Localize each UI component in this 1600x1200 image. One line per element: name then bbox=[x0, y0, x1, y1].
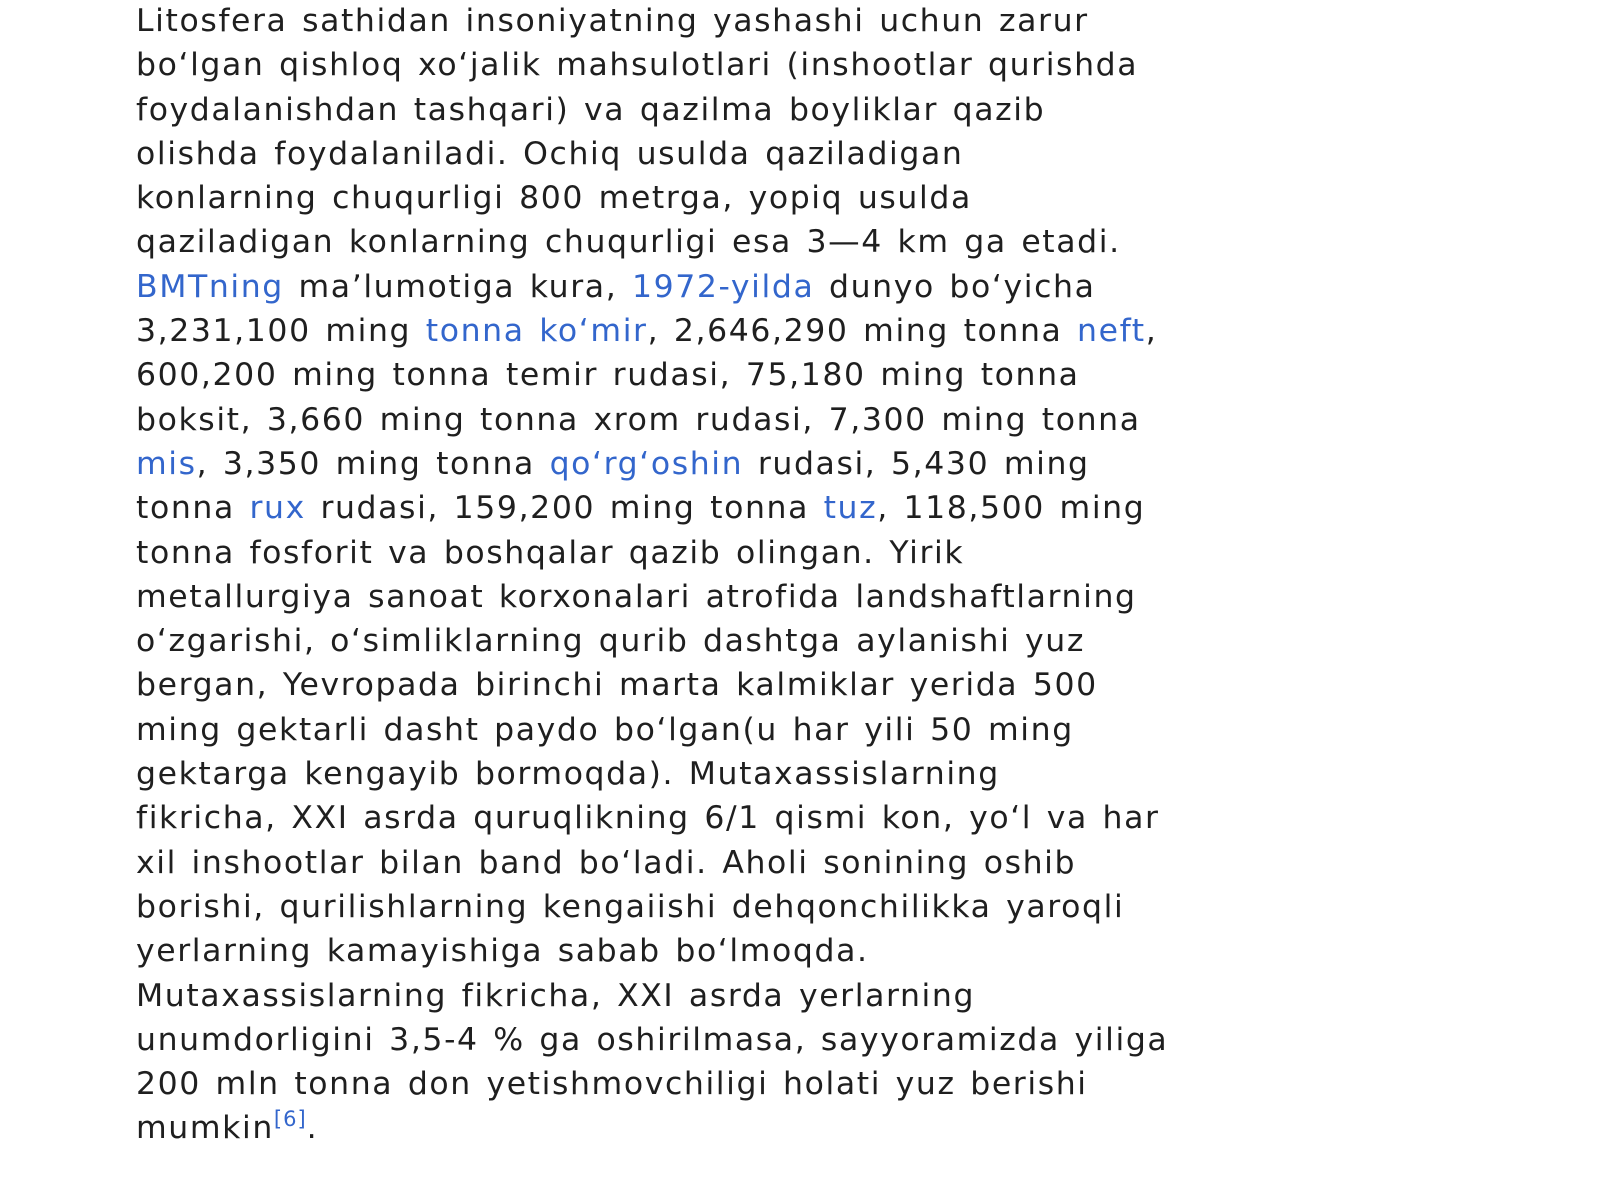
text-line: bo‘lgan qishloq xo‘jalik mahsulotlari (inshootlar qurishda bbox=[136, 47, 1139, 84]
text-span: , 2,646,290 ming tonna bbox=[647, 313, 1078, 350]
text-line: fikricha, XXI asrda quruqlikning 6/1 qismi kon, yo‘l va har bbox=[136, 800, 1160, 837]
text-span: dunyo bo‘yicha bbox=[814, 268, 1096, 305]
text-span: . bbox=[306, 1110, 319, 1147]
link-mis[interactable]: mis bbox=[136, 445, 197, 482]
link-rux[interactable]: rux bbox=[249, 490, 306, 527]
text-line: tonna fosforit va boshqalar qazib olingan. Yirik bbox=[136, 534, 965, 571]
text-line: 600,200 ming tonna temir rudasi, 75,180 ming tonna bbox=[136, 357, 1080, 394]
text-line: konlarning chuqurligi 800 metrga, yopiq usulda bbox=[136, 180, 972, 217]
text-span: , bbox=[1145, 313, 1158, 350]
text-line: qaziladigan konlarning chuqurligi esa 3—4 km ga etadi. bbox=[136, 224, 1121, 261]
text-span: ma’lumotiga kura, bbox=[283, 268, 632, 305]
text-line: gektarga kengayib bormoqda). Mutaxassislarning bbox=[136, 756, 1000, 793]
text-line bbox=[136, 486, 1466, 530]
article-paragraph bbox=[136, 0, 1466, 1151]
text-line: 200 mln tonna don yetishmovchiligi holati yuz berishi bbox=[136, 1066, 1088, 1103]
text-line: ming gektarli dasht paydo bo‘lgan(u har yili 50 ming bbox=[136, 711, 1074, 748]
text-line bbox=[136, 1106, 1466, 1150]
text-line bbox=[136, 309, 1466, 353]
text-span: tonna bbox=[136, 490, 250, 527]
text-span: mumkin bbox=[136, 1110, 274, 1147]
text-span: , 118,500 ming bbox=[877, 490, 1146, 527]
text-line: xil inshootlar bilan band bo‘ladi. Aholi sonining oshib bbox=[136, 844, 1077, 881]
link-neft[interactable]: neft bbox=[1077, 313, 1146, 350]
reference-link-6[interactable]: [6] bbox=[273, 1107, 307, 1132]
text-line: bergan, Yevropada birinchi marta kalmiklar yerida 500 bbox=[136, 667, 1098, 704]
link-tuz[interactable]: tuz bbox=[823, 490, 878, 527]
text-span: rudasi, 159,200 ming tonna bbox=[305, 490, 824, 527]
text-line: Mutaxassislarning fikricha, XXI asrda yerlarning bbox=[136, 977, 976, 1014]
text-line bbox=[136, 442, 1466, 486]
text-span: rudasi, 5,430 ming bbox=[743, 445, 1090, 482]
text-line: unumdorligini 3,5-4 % ga oshirilmasa, sayyoramizda yiliga bbox=[136, 1021, 1169, 1058]
text-line: Litosfera sathidan insoniyatning yashashi uchun zarur bbox=[136, 3, 1089, 39]
text-line: borishi, qurilishlarning kengaiishi dehqonchilikka yaroqli bbox=[136, 888, 1125, 925]
text-line: o‘zgarishi, o‘simliklarning qurib dashtga aylanishi yuz bbox=[136, 623, 1085, 660]
text-line: yerlarning kamayishiga sabab bo‘lmoqda. bbox=[136, 933, 869, 970]
text-line: metallurgiya sanoat korxonalari atrofida landshaftlarning bbox=[136, 578, 1137, 615]
text-line: olishda foydalaniladi. Ochiq usulda qaziladigan bbox=[136, 135, 964, 172]
link-qorgoshin[interactable]: qo‘rg‘oshin bbox=[549, 445, 744, 482]
text-line bbox=[136, 265, 1466, 309]
link-bmt[interactable]: BMTning bbox=[136, 268, 284, 305]
text-span: 3,231,100 ming bbox=[136, 313, 426, 350]
text-line: foydalanishdan tashqari) va qazilma boyliklar qazib bbox=[136, 91, 1046, 128]
link-1972-yilda[interactable]: 1972-yilda bbox=[631, 268, 815, 305]
text-line: boksit, 3,660 ming tonna xrom rudasi, 7,300 ming tonna bbox=[136, 401, 1141, 438]
text-span: , 3,350 ming tonna bbox=[196, 445, 550, 482]
link-tonna-komir[interactable]: tonna ko‘mir bbox=[425, 313, 648, 350]
